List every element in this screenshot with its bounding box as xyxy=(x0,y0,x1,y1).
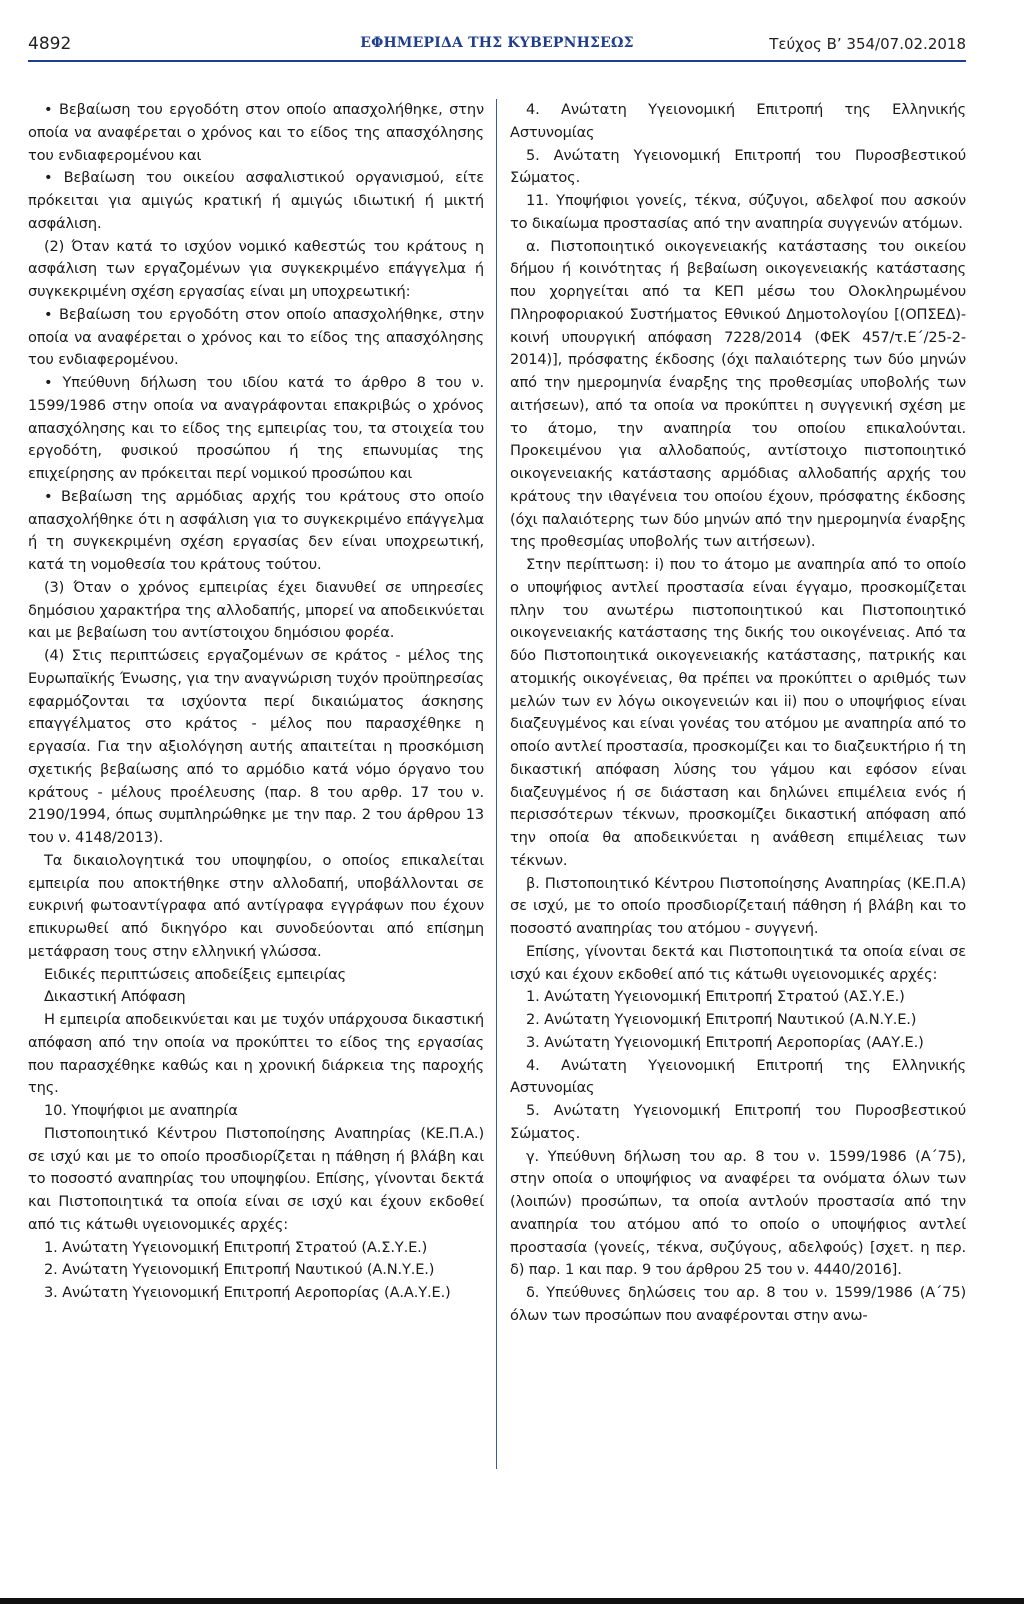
issue-reference: Τεύχος Β’ 354/07.02.2018 xyxy=(769,35,966,53)
paragraph: α. Πιστοποιητικό οικογενειακής κατάστασης του οικείου δήμου ή κοινότητας ή βεβαίωση οικογενειακής κατάστασης που χορηγείται από τα ΚΕΠ μέσω του Ολοκληρωμένου Πληροφοριακού Συστήματος Εθνικού Δημοτολογίου [(ΟΠΣΕΔ)-κοινή υπουργική απόφαση 7228/2014 (ΦΕΚ 457/τ.Ε΄/25-2-2014)], πρόσφατης έκδοσης (όχι παλαιότερης των δύο μηνών από την ημερομηνία έναρξης της προθεσμίας υποβολής των αιτήσεων), από τα οποία να προκύπτει η συγγενική σχέση με το άτομο, την αναπηρία του οποίου επικαλούνται. Προκειμένου για αλλοδαπούς, αντίστοιχο πιστοποιητικό οικογενειακής κατάστασης αρμόδιας αλλοδαπής αρχής του κράτους την ιθαγένεια του οποίου έχουν, πρόσφατης έκδοσης (όχι παλαιότερης των δύο μηνών από την ημερομηνία έναρξης της προθεσμίας υποβολής των αιτήσεων). xyxy=(510,237,966,551)
paragraph: • Βεβαίωση του οικείου ασφαλιστικού οργανισμού, είτε πρόκειται για αμιγώς κρατική ή αμιγώς ιδιωτική ή μικτή ασφάλιση. xyxy=(28,169,484,232)
paragraph: (3) Όταν ο χρόνος εμπειρίας έχει διανυθεί σε υπηρεσίες δημόσιου χαρακτήρα της αλλοδαπής, μπορεί να αποδεικνύεται και με βεβαίωση του αντίστοιχου δημόσιου φορέα. xyxy=(28,578,484,642)
paragraph: Η εμπειρία αποδεικνύεται και με τυχόν υπάρχουσα δικαστική απόφαση από την οποία να προκύπτει το είδος της εργασίας που παρασχέθηκε καθώς και η χρονική διάρκεια της παροχής της. xyxy=(28,1011,484,1097)
paragraph: Στην περίπτωση: i) που το άτομο με αναπηρία από το οποίο ο υποψήφιος αντλεί προστασία είναι έγγαμο, προσκομίζεται πλην του ανωτέρω πιστοποιητικού και Πιστοποιητικό οικογενειακής κατάστασης της δικής του οικογένειας. Από τα δύο Πιστοποιητικά οικογενειακής κατάστασης, πατρικής και ατομικής οικογένειας, θα πρέπει να προκύπτει ο αριθμός των μελών των εν λόγω οικογενειών και ii) που ο υποψήφιος είναι διαζευγμένος και είναι γονέας του ατόμου με αναπηρία από το οποίο αντλεί προστασία, προσκομίζει και το διαζευκτήριο ή τη δικαστική απόφαση λύσης του γάμου και εφόσον είναι διαζευγμένος ή σε διάσταση και δηλώνει επιμέλεια ενός ή περισσότερων τέκνων, προσκομίζει δικαστική απόφαση από την οποία θα αποδεικνύεται η ανάθεση επιμέλειας των τέκνων. xyxy=(510,556,966,869)
section-heading: 11. Υποψήφιοι γονείς, τέκνα, σύζυγοι, αδελφοί που ασκούν το δικαίωμα προστασίας από την αναπηρία συγγενών ατόμων. xyxy=(510,192,966,232)
paragraph: γ. Υπεύθυνη δήλωση του αρ. 8 του ν. 1599/1986 (Α΄75), στην οποία ο υποψήφιος να αναφέρει τα ονόματα όλων των (λοιπών) προσώπων, τα οποία αντλούν προστασία από την αναπηρία του ατόμου από το οποίο ο υποψήφιος αντλεί προστασία (γονείς, τέκνα, συζύγους, αδελφούς) [σχετ. η περ. δ) παρ. 1 και παρ. 9 του άρθρου 25 του ν. 4440/2016]. xyxy=(510,1147,966,1279)
page-number: 4892 xyxy=(28,34,72,54)
left-column xyxy=(28,99,484,1305)
list-item: 3. Ανώτατη Υγειονομική Επιτροπή Αεροπορίας (Α.Α.Υ.Ε.) xyxy=(44,1284,451,1301)
journal-title: ΕΦΗΜΕΡΙΔΑ ΤΗΣ ΚΥΒΕΡΝΗΣΕΩΣ xyxy=(360,35,634,51)
column-divider xyxy=(496,99,497,1469)
paragraph: • Βεβαίωση του εργοδότη στον οποίο απασχολήθηκε, στην οποία να αναφέρεται ο χρόνος και το είδος της απασχόλησης του ενδιαφερομένου και xyxy=(28,101,484,164)
list-item: 2. Ανώτατη Υγειονομική Επιτροπή Ναυτικού (Α.Ν.Υ.Ε.) xyxy=(526,1011,917,1028)
paragraph: (2) Όταν κατά το ισχύον νομικό καθεστώς του κράτους η ασφάλιση των εργαζομένων για συγκεκριμένο επάγγελμα ή συγκεκριμένη σχέση εργασίας είναι μη υποχρεωτική: xyxy=(28,237,484,300)
paragraph: β. Πιστοποιητικό Κέντρου Πιστοποίησης Αναπηρίας (ΚΕ.Π.Α) σε ισχύ, με το οποίο προσδιορίζεταιή πάθηση ή βλάβη και το ποσοστό αναπηρίας του ατόμου - συγγενή. xyxy=(510,874,966,937)
list-item: 4. Ανώτατη Υγειονομική Επιτροπή της Ελληνικής Αστυνομίας xyxy=(510,1056,966,1097)
page-header xyxy=(28,34,966,62)
list-item: 4. Ανώτατη Υγειονομική Επιτροπή της Ελληνικής Αστυνομίας xyxy=(510,101,966,141)
paragraph: • Υπεύθυνη δήλωση του ιδίου κατά το άρθρο 8 του ν. 1599/1986 στην οποία να αναγράφονται επακριβώς ο χρόνος απασχόλησης και το είδος της εμπειρίας του, τα στοιχεία του εργοδότη, φυσικού προσώπου ή της επωνυμίας της επιχείρησης αν πρόκειται περί νομικού προσώπου και xyxy=(28,374,484,482)
list-item: 1. Ανώτατη Υγειονομική Επιτροπή Στρατού (ΑΣ.Υ.Ε.) xyxy=(526,988,905,1006)
paragraph: • Βεβαίωση του εργοδότη στον οποίο απασχολήθηκε, στην οποία να αναφέρεται ο χρόνος και το είδος της απασχόλησης του ενδιαφερομένου. xyxy=(28,305,484,369)
section-heading: Δικαστική Απόφαση xyxy=(44,988,186,1006)
paragraph: (4) Στις περιπτώσεις εργαζομένων σε κράτος - μέλος της Ευρωπαϊκής Ένωσης, για την αναγνώριση τυχόν προϋπηρεσίας εφαρμόζονται τα ισχύοντα περί δικαιώματος άσκησης επαγγέλματος στο κράτος - μέλος που παρασχέθηκε η εργασία. Για την αξιολόγηση αυτής απαιτείται η προσκόμιση σχετικής βεβαίωσης από το αρμόδιο κατά νόμο όργανο του κράτους - μέλους προέλευσης (παρ. 8 του αρθρ. 17 του ν. 2190/1994, όπως συμπληρώθηκε με την παρ. 2 του άρθρου 13 του ν. 4148/2013). xyxy=(28,647,484,846)
paragraph: Πιστοποιητικό Κέντρου Πιστοποίησης Αναπηρίας (ΚΕ.Π.Α.) σε ισχύ και με το οποίο προσδιορίζεται η πάθηση ή βλάβη και το ποσοστό αναπηρίας του υποψηφίου. Επίσης, γίνονται δεκτά και Πιστοποιητικά τα οποία είναι σε ισχύ και έχουν εκδοθεί από τις κάτωθι υγειονομικές αρχές: xyxy=(28,1124,484,1233)
paragraph: Επίσης, γίνονται δεκτά και Πιστοποιητικά τα οποία είναι σε ισχύ και έχουν εκδοθεί από τις κάτωθι υγειονομικές αρχές: xyxy=(510,942,966,983)
header-rule xyxy=(28,60,966,62)
list-item: 2. Ανώτατη Υγειονομική Επιτροπή Ναυτικού (Α.Ν.Υ.Ε.) xyxy=(44,1261,435,1279)
paragraph: δ. Υπεύθυνες δηλώσεις του αρ. 8 του ν. 1599/1986 (Α΄75) όλων των προσώπων που αναφέρονται στην ανω- xyxy=(510,1284,966,1324)
paragraph: Τα δικαιολογητικά του υποψηφίου, ο οποίος επικαλείται εμπειρία που αποκτήθηκε στην αλλοδαπή, υποβάλλονται σε ευκρινή φωτοαντίγραφα από αντίγραφα εγγράφων που έχουν επικυρωθεί από δικηγόρο και συνοδεύονται από επίσημη μετάφραση τους στην ελληνική γλώσσα. xyxy=(28,851,484,960)
list-item: 5. Ανώτατη Υγειονομική Επιτροπή του Πυροσβεστικού Σώματος. xyxy=(510,146,966,187)
list-item: 1. Ανώτατη Υγειονομική Επιτροπή Στρατού (Α.Σ.Υ.Ε.) xyxy=(44,1238,428,1256)
list-item: 5. Ανώτατη Υγειονομική Επιτροπή του Πυροσβεστικού Σώματος. xyxy=(510,1102,966,1142)
paragraph: • Βεβαίωση της αρμόδιας αρχής του κράτους στο οποίο απασχολήθηκε ότι η ασφάλιση για το συγκεκριμένο επάγγελμα ή τη συγκεκριμένη σχέση εργασίας δεν είναι υποχρεωτική, κατά τη νομοθεσία του κράτους τούτου. xyxy=(28,487,484,573)
right-column xyxy=(510,99,966,1328)
section-heading: 10. Υποψήφιοι με αναπηρία xyxy=(44,1102,238,1119)
list-item: 3. Ανώτατη Υγειονομική Επιτροπή Αεροπορίας (ΑΑΥ.Ε.) xyxy=(526,1033,924,1051)
section-heading: Ειδικές περιπτώσεις αποδείξεις εμπειρίας xyxy=(44,965,347,983)
bottom-border xyxy=(0,1598,1024,1604)
